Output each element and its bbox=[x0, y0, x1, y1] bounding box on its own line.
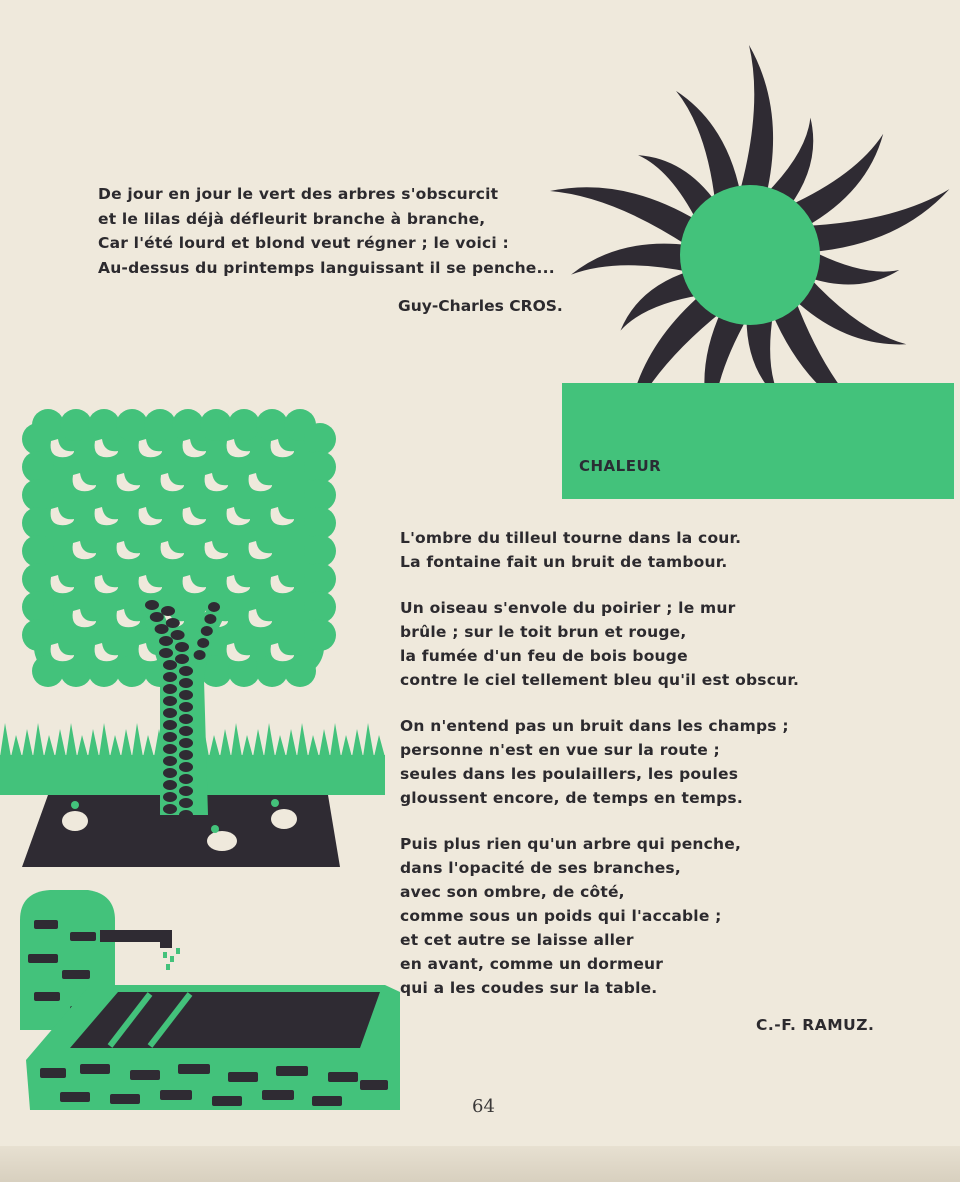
poem-line: en avant, comme un dormeur bbox=[400, 955, 664, 973]
poem-line: dans l'opacité de ses branches, bbox=[400, 859, 681, 877]
poem-line: avec son ombre, de côté, bbox=[400, 883, 625, 901]
poem-line: et cet autre se laisse aller bbox=[400, 931, 634, 949]
stanza bbox=[400, 832, 880, 1000]
poem-line: Un oiseau s'envole du poirier ; le mur bbox=[400, 599, 736, 617]
poem-line: et le lilas déjà défleurit branche à branche, bbox=[98, 209, 486, 228]
poem-2 bbox=[400, 526, 880, 1022]
stanza bbox=[400, 714, 880, 810]
stanza bbox=[400, 596, 880, 692]
poem-line: personne n'est en vue sur la route ; bbox=[400, 741, 720, 759]
poem-line: seules dans les poulaillers, les poules bbox=[400, 765, 739, 783]
page-number: 64 bbox=[472, 1096, 495, 1117]
poem-line: brûle ; sur le toit brun et rouge, bbox=[400, 623, 687, 641]
poem-line: De jour en jour le vert des arbres s'obscurcit bbox=[98, 185, 499, 203]
fountain-icon bbox=[0, 880, 420, 1140]
poem-2-author: C.-F. RAMUZ. bbox=[756, 1016, 875, 1034]
section-band bbox=[562, 383, 954, 499]
tree-icon bbox=[0, 405, 390, 885]
stanza bbox=[400, 526, 880, 574]
poem-line: Car l'été lourd et blond veut régner ; le voici : bbox=[98, 234, 509, 252]
poem-line: Puis plus rien qu'un arbre qui penche, bbox=[400, 835, 742, 853]
poem-line: qui a les coudes sur la table. bbox=[400, 979, 658, 997]
section-title: CHALEUR bbox=[579, 457, 662, 475]
poem-line: L'ombre du tilleul tourne dans la cour. bbox=[400, 529, 742, 547]
poem-line: Au-dessus du printemps languissant il se penche... bbox=[98, 258, 555, 277]
poem-line: gloussent encore, de temps en temps. bbox=[400, 789, 743, 807]
poem-line: On n'entend pas un bruit dans les champs ; bbox=[400, 717, 789, 735]
poem-line: La fontaine fait un bruit de tambour. bbox=[400, 553, 728, 571]
poem-line: la fumée d'un feu de bois bouge bbox=[400, 647, 688, 665]
poem-1-author: Guy-Charles CROS. bbox=[398, 297, 563, 315]
page-edge bbox=[0, 1146, 960, 1182]
poem-1 bbox=[98, 182, 598, 280]
poem-line: contre le ciel tellement bleu qu'il est obscur. bbox=[400, 671, 800, 689]
poem-line: comme sous un poids qui l'accable ; bbox=[400, 907, 722, 925]
